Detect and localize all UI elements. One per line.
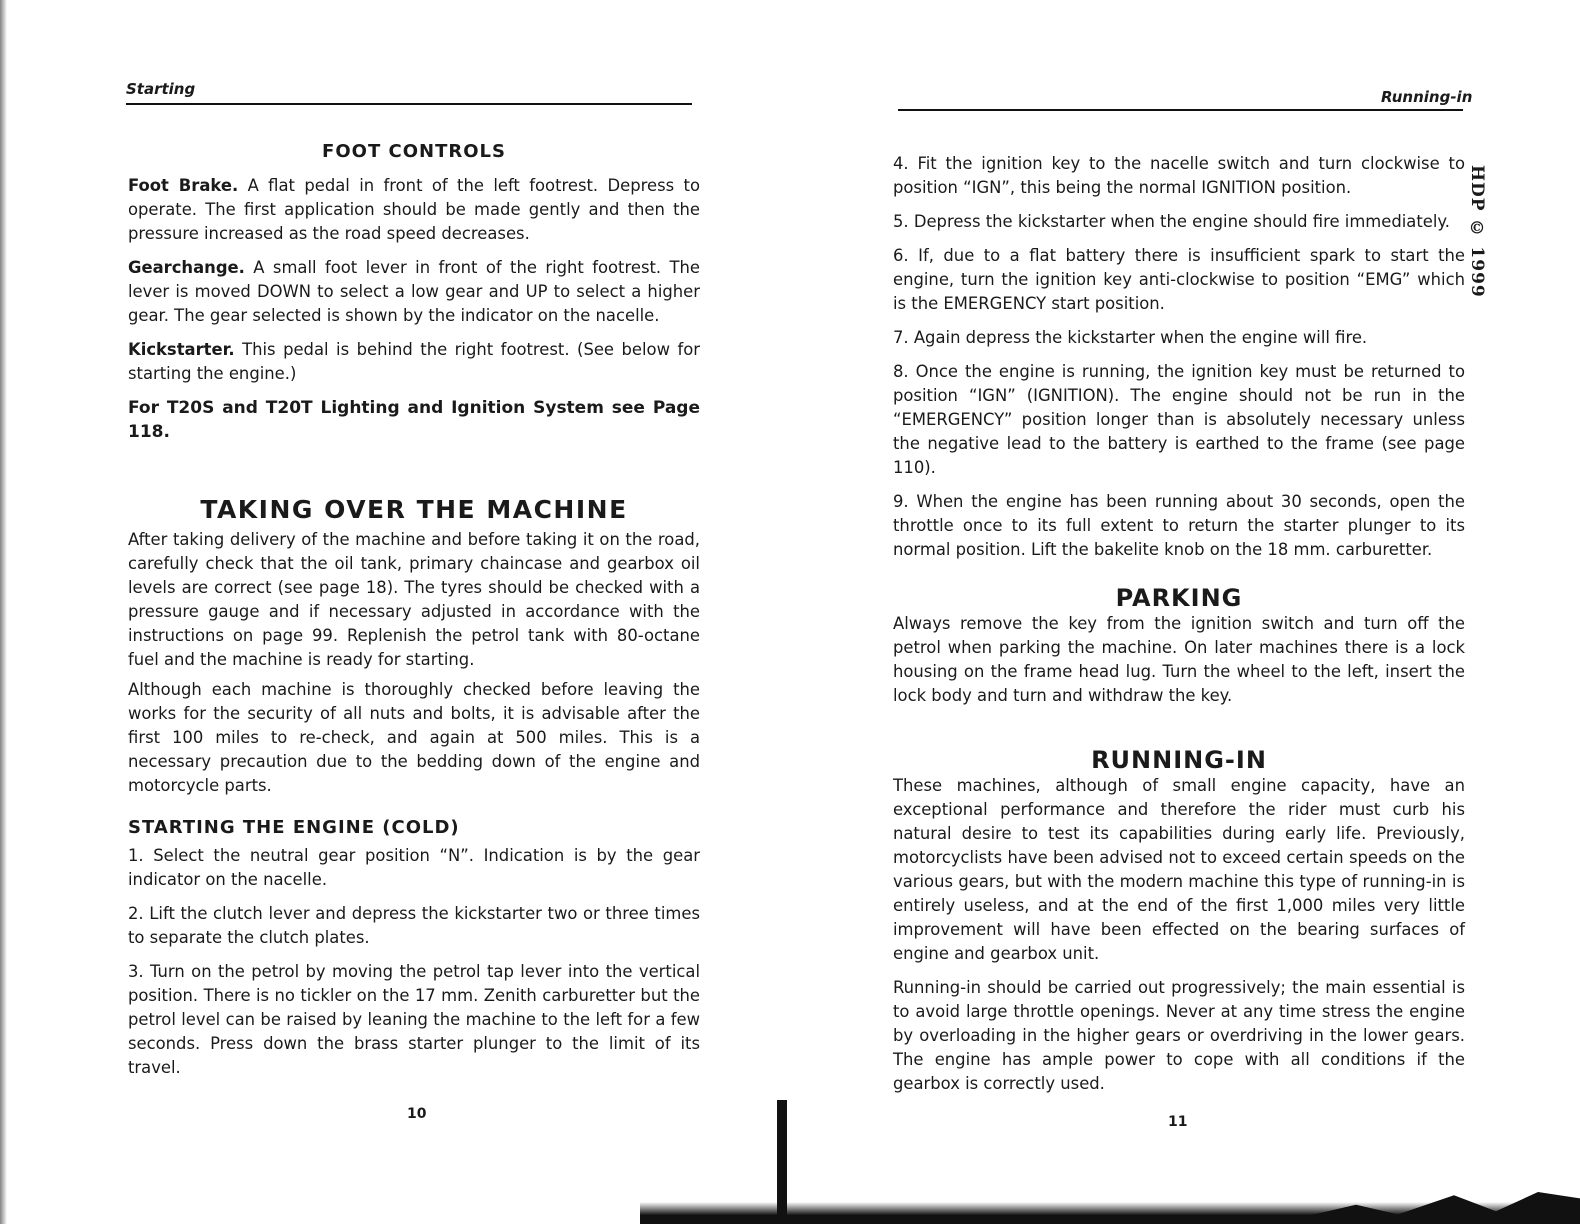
parking-text: Always remove the key from the ignition switch and turn off the petrol when parking the machine. On later machines there is a lock housing on the frame head lug. Turn the wheel to the left, insert the lock body and turn and withdraw the key. — [893, 614, 1465, 705]
running-in-para-2: Running-in should be carried out progressively; the main essential is to avoid large throttle openings. Never at any time stress the engine by overloading in the higher gears or overdriving in the lower gears. The engine has ample power to cope with all conditions if the gearbox is correctly used. — [893, 978, 1465, 1093]
foot-controls-heading: FOOT CONTROLS — [322, 141, 506, 162]
taking-over-para-1: After taking delivery of the machine and before taking it on the road, carefully check that the oil tank, primary chaincase and gearbox oil levels are correct (see page 18). The tyres should be checked with a pressure gauge and if necessary adjusted in accordance with the instructions on page 99. Replenish the petrol tank with 80-octane fuel and the machine is ready for starting. — [128, 530, 700, 669]
start-step-7: 7. Again depress the kickstarter when the engine will fire. — [893, 328, 1368, 347]
left-column — [128, 140, 700, 1090]
header-rule-right — [898, 109, 1463, 111]
foot-brake-text: A flat pedal in front of the left footrest. Depress to operate. The first application should be made gently and then the pressure increased as the road speed decreases. — [128, 176, 700, 243]
gearchange-text: A small foot lever in front of the right footrest. The lever is moved DOWN to select a low gear and UP to select a higher gear. The gear selected is shown by the indicator on the nacelle. — [128, 258, 700, 325]
copyright-stamp: HDP © 1999 — [1467, 165, 1487, 298]
foot-brake-term: Foot Brake. — [128, 176, 239, 195]
right-column — [893, 152, 1465, 1106]
kickstarter-paragraph — [128, 338, 700, 386]
start-step-3: 3. Turn on the petrol by moving the petrol tap lever into the vertical position. There is no tickler on the 17 mm. Zenith carburetter but the petrol level can be raised by leaning the machine to the left for a few seconds. Press down the brass starter plunger to the limit of its travel. — [128, 962, 700, 1077]
page-number-right: 11 — [1168, 1114, 1188, 1130]
taking-over-heading: TAKING OVER THE MACHINE — [200, 495, 628, 524]
kickstarter-text: This pedal is behind the right footrest. (See below for starting the engine.) — [128, 340, 700, 383]
start-step-9: 9. When the engine has been running about 30 seconds, open the throttle once to its full extent to return the starter plunger to its normal position. Lift the bakelite knob on the 18 mm. carburetter. — [893, 492, 1465, 559]
start-step-6: 6. If, due to a flat battery there is insufficient spark to start the engine, turn the ignition key anti-clockwise to position “EMG” which is the EMERGENCY start position. — [893, 246, 1465, 313]
start-step-4: 4. Fit the ignition key to the nacelle switch and turn clockwise to position “IGN”, this being the normal IGNITION position. — [893, 154, 1465, 197]
header-rule-left — [126, 103, 692, 105]
start-step-5: 5. Depress the kickstarter when the engine should fire immediately. — [893, 212, 1450, 231]
running-head-left: Starting — [126, 80, 196, 98]
running-in-para-1: These machines, although of small engine capacity, have an exceptional performance and therefore the rider must curb his natural desire to test its capabilities during early life. Previously, motorcyclists have been advised not to exceed certain speeds on the various gears, but with the modern machine this type of running-in is entirely useless, and at the end of the first 1,000 miles very little improvement will have been effected on the bearing surfaces of engine and gearbox unit. — [893, 776, 1465, 963]
lighting-ignition-note: For T20S and T20T Lighting and Ignition System see Page 118. — [128, 398, 700, 442]
starting-engine-heading: STARTING THE ENGINE (COLD) — [128, 817, 460, 838]
parking-heading: PARKING — [1115, 584, 1243, 612]
right-page — [790, 0, 1580, 1224]
running-in-heading: RUNNING-IN — [1091, 746, 1267, 774]
start-step-1: 1. Select the neutral gear position “N”. Indication is by the gear indicator on the nacelle. — [128, 846, 700, 889]
foot-brake-paragraph — [128, 174, 700, 246]
kickstarter-term: Kickstarter. — [128, 340, 235, 359]
page-number-left: 10 — [407, 1106, 427, 1122]
gearchange-term: Gearchange. — [128, 258, 245, 277]
gearchange-paragraph — [128, 256, 700, 328]
taking-over-para-2: Although each machine is thoroughly checked before leaving the works for the security of all nuts and bolts, it is advisable after the first 100 miles to re-check, and again at 500 miles. This is a necessary precaution due to the bedding down of the engine and motorcycle parts. — [128, 680, 700, 795]
start-step-2: 2. Lift the clutch lever and depress the kickstarter two or three times to separate the clutch plates. — [128, 904, 700, 947]
running-head-right: Running-in — [1381, 88, 1473, 106]
start-step-8: 8. Once the engine is running, the ignition key must be returned to position “IGN” (IGNITION). The engine should not be run in the “EMERGENCY” position longer than is absolutely necessary unless the negative lead to the battery is earthed to the frame (see page 110). — [893, 362, 1465, 477]
